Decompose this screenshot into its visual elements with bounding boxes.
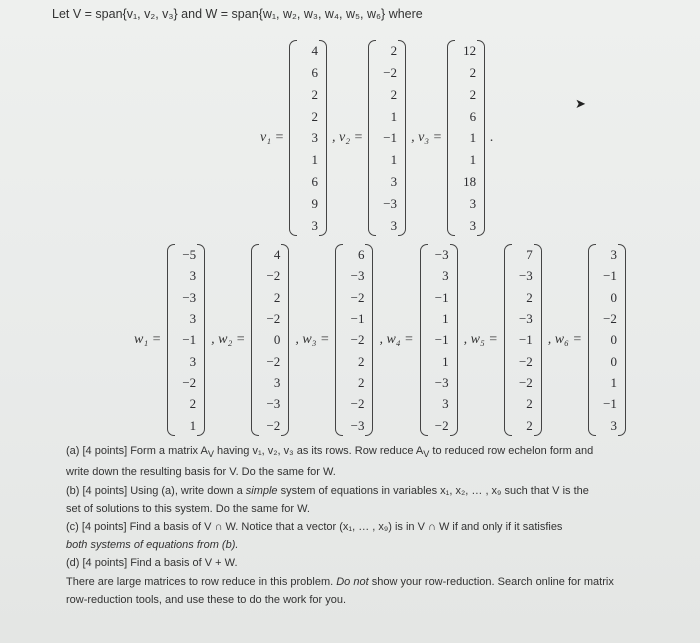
- vector-entry: 9: [311, 195, 319, 211]
- vector-entries: [175, 244, 197, 436]
- left-bracket: [588, 244, 596, 436]
- w-separator: , w₄ =: [379, 332, 414, 347]
- vector-entries: [343, 244, 365, 436]
- vector-entry: 6: [311, 173, 319, 189]
- mouse-cursor-icon: ➤: [575, 97, 586, 112]
- vector-entries: [376, 40, 398, 236]
- vector-entry: 2: [311, 86, 319, 102]
- vector-entry: 6: [469, 108, 477, 124]
- note: There are large matrices to row reduce in this problem. Do not show your row-reduction. Search online for matrix row-reduction tools, and use these to do the work for you.: [66, 575, 614, 606]
- left-bracket: [251, 244, 259, 436]
- vector-entry: 4: [311, 43, 319, 59]
- v-separator: , v₂ =: [332, 130, 364, 145]
- vector-entries: [259, 244, 281, 436]
- vector-entry: 1: [610, 375, 617, 391]
- left-bracket: [420, 244, 428, 436]
- vector-entry: 2: [357, 375, 365, 391]
- vector-entry: 2: [311, 108, 319, 124]
- vector-entry: −1: [603, 268, 617, 284]
- vector-entry: 3: [189, 353, 197, 369]
- vector-entry: −2: [350, 332, 365, 348]
- vector-entry: −1: [518, 332, 533, 348]
- vector-entry: 2: [390, 43, 398, 59]
- right-bracket: [398, 40, 406, 236]
- vector-entries: [428, 244, 450, 436]
- vector-entry: −3: [434, 247, 449, 263]
- vector-entry: −2: [518, 375, 533, 391]
- right-bracket: [534, 244, 542, 436]
- left-bracket: [504, 244, 512, 436]
- vector-entry: 2: [390, 86, 398, 102]
- vector-entry: 1: [469, 152, 477, 168]
- right-bracket: [365, 244, 373, 436]
- vector-entry: −3: [434, 375, 449, 391]
- vector-entry: 3: [311, 130, 319, 146]
- vector-entry: 3: [189, 311, 197, 327]
- vector-entries: [512, 244, 534, 436]
- vector-entry: 3: [610, 247, 617, 263]
- vector-entry: 2: [469, 86, 477, 102]
- vector-entry: −2: [266, 353, 281, 369]
- w-first-label: w₁ =: [134, 332, 162, 347]
- w-vector-4: [420, 244, 458, 436]
- question-c: (c) [4 points] Find a basis of V ∩ W. Notice that a vector (x₁, … , x₉) is in V ∩ W if and only if it satisfies both systems of equations from (b).: [66, 521, 563, 552]
- vector-entry: −5: [182, 247, 197, 263]
- vector-entry: 3: [469, 195, 477, 211]
- vector-entry: −2: [266, 268, 281, 284]
- vector-entry: −1: [182, 332, 197, 348]
- vector-entry: 3: [610, 417, 617, 433]
- v-vector-2: [368, 40, 406, 236]
- vector-entry: −2: [383, 65, 398, 81]
- vector-entry: −2: [182, 375, 197, 391]
- w-vector-2: [251, 244, 289, 436]
- intro-line: [52, 7, 423, 21]
- vector-entry: −2: [350, 396, 365, 412]
- left-bracket: [335, 244, 343, 436]
- vector-entry: 1: [442, 353, 449, 369]
- left-bracket: [289, 40, 297, 236]
- vector-entry: 6: [357, 247, 365, 263]
- vector-entry: 2: [357, 353, 365, 369]
- v-separator: , v₃ =: [411, 130, 443, 145]
- intro-text: Let V = span{v₁, v₂, v₃} and W = span{w₁, w₂, w₃, w₄, w₅, w₆} where: [52, 7, 423, 21]
- vector-entry: 1: [189, 417, 197, 433]
- right-bracket: [197, 244, 205, 436]
- vector-entry: −1: [434, 289, 449, 305]
- vector-entry: −3: [350, 417, 365, 433]
- vector-entries: [596, 244, 618, 436]
- w-separator: , w₅ =: [463, 332, 498, 347]
- questions-block: [66, 442, 666, 609]
- vector-entry: −3: [518, 268, 533, 284]
- vector-entry: 2: [273, 289, 281, 305]
- right-bracket: [477, 40, 485, 236]
- vector-entry: 2: [189, 396, 197, 412]
- vector-entry: 1: [442, 311, 449, 327]
- vector-entries: [455, 40, 477, 236]
- vector-entry: −2: [518, 353, 533, 369]
- vector-entry: 1: [390, 152, 398, 168]
- vector-entry: 2: [526, 396, 533, 412]
- w-vector-3: [335, 244, 373, 436]
- vector-entry: 0: [610, 353, 617, 369]
- vector-entry: 4: [273, 247, 281, 263]
- w-separator: , w₃ =: [295, 332, 330, 347]
- vector-entry: −3: [182, 289, 197, 305]
- left-bracket: [368, 40, 376, 236]
- vector-entry: 3: [442, 268, 449, 284]
- vector-entry: −3: [350, 268, 365, 284]
- left-bracket: [167, 244, 175, 436]
- vector-entry: 6: [311, 65, 319, 81]
- vector-entry: 1: [390, 108, 398, 124]
- vector-entries: [297, 40, 319, 236]
- question-d: (d) [4 points] Find a basis of V + W.: [66, 557, 238, 570]
- vector-entry: 3: [390, 217, 398, 233]
- v-first-label: v₁ =: [260, 130, 285, 145]
- vector-entry: 0: [273, 332, 281, 348]
- w-vectors-row: [128, 244, 626, 436]
- vector-entry: 0: [610, 289, 617, 305]
- vector-entry: 2: [526, 417, 533, 433]
- right-bracket: [281, 244, 289, 436]
- vector-entry: −2: [266, 311, 281, 327]
- vector-entry: 18: [463, 173, 477, 189]
- vector-entry: 3: [189, 268, 197, 284]
- vector-entry: −1: [603, 396, 617, 412]
- right-bracket: [319, 40, 327, 236]
- question-a: (a) [4 points] Form a matrix $A_V$ having v₁, v₂, v₃ as its rows. Row reduce $A_V$ to reduced row echelon form and write down the resulting basis for V. Do the same for W.: [66, 445, 594, 479]
- v-vectors-row: [255, 40, 499, 236]
- vector-entry: −1: [350, 311, 365, 327]
- vector-entry: −3: [383, 195, 398, 211]
- vector-entry: 2: [469, 65, 477, 81]
- vector-entry: 2: [526, 289, 533, 305]
- vector-entry: 12: [463, 43, 477, 59]
- vector-entry: −3: [266, 396, 281, 412]
- right-bracket: [450, 244, 458, 436]
- w-separator: , w₂ =: [211, 332, 246, 347]
- w-separator: , w₆ =: [547, 332, 582, 347]
- vector-entry: −2: [350, 289, 365, 305]
- vector-entry: −2: [434, 417, 449, 433]
- vector-entry: 7: [526, 247, 533, 263]
- vector-entry: 1: [311, 152, 319, 168]
- vector-entry: 3: [311, 217, 319, 233]
- vector-entry: −3: [518, 311, 533, 327]
- v-separator: .: [490, 130, 494, 145]
- w-vector-1: [167, 244, 205, 436]
- vector-entry: 3: [390, 173, 398, 189]
- vector-entry: 3: [469, 217, 477, 233]
- w-vector-6: [588, 244, 626, 436]
- left-bracket: [447, 40, 455, 236]
- question-b: (b) [4 points] Using (a), write down a simple system of equations in variables x₁, x₂, … , x₉ such that V is the set of solutions to this system. Do the same for W.: [66, 484, 589, 515]
- vector-entry: 0: [610, 332, 617, 348]
- v-vector-1: [289, 40, 327, 236]
- vector-entry: −1: [434, 332, 449, 348]
- vector-entry: −1: [383, 130, 398, 146]
- vector-entry: −2: [266, 417, 281, 433]
- vector-entry: 1: [469, 130, 477, 146]
- vector-entry: −2: [603, 311, 617, 327]
- vector-entry: 3: [442, 396, 449, 412]
- v-vector-3: [447, 40, 485, 236]
- right-bracket: [618, 244, 626, 436]
- w-vector-5: [504, 244, 542, 436]
- vector-entry: 3: [273, 375, 281, 391]
